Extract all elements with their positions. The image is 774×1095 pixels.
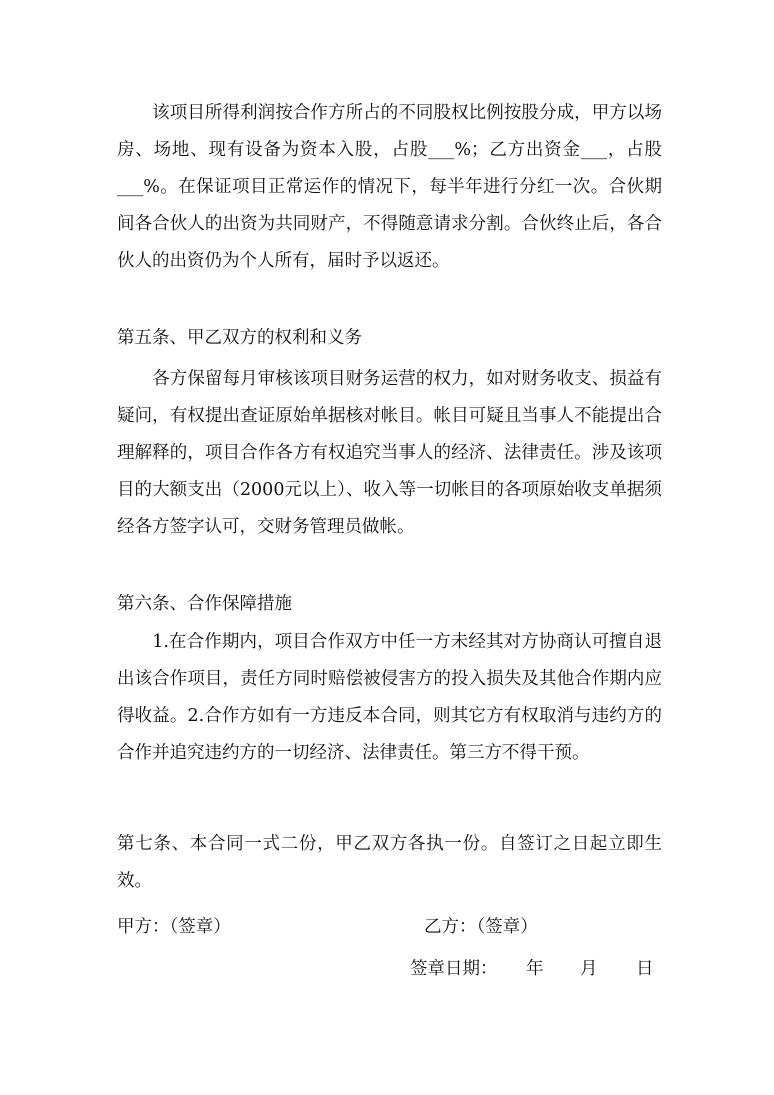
party-a-signature: 甲方：（签章）	[117, 917, 231, 937]
article-5-title: 第五条、甲乙双方的权利和义务	[117, 328, 362, 348]
date-year: 年	[526, 959, 544, 979]
article-6-title: 第六条、合作保障措施	[117, 594, 292, 614]
article-7-paragraph: 第七条、本合同一式二份，甲乙双方各执一份。自签订之日起立即生效。	[117, 834, 662, 891]
article-5-body: 各方保留每月审核该项目财务运营的权力，如对财务收支、损益有疑问，有权提出查证原始单据核对帐目。帐目可疑且当事人不能提出合理解释的，项目合作各方有权追究当事人的经济、法律责任。涉及该项目的大额支出（2000元以上）、收入等一切帐目的各项原始收支单据须经各方签字认可，交财务管理员做帐。	[117, 369, 662, 537]
date-label: 签章日期：	[410, 959, 498, 979]
party-b-signature: 乙方：（签章）	[424, 917, 538, 937]
profit-sharing-paragraph: 该项目所得利润按合作方所占的不同股权比例按股分成，甲方以场房、场地、现有设备为资本入股，占股___%；乙方出资金___，占股___%。在保证项目正常运作的情况下，每半年进行分红一次。合伙期间各合伙人的出资为共同财产，不得随意请求分割。合伙终止后，各合伙人的出资仍为个人所有，届时予以返还。	[117, 103, 662, 271]
date-month: 月	[580, 959, 598, 979]
article-6-body: 1.在合作期内，项目合作双方中任一方未经其对方协商认可擅自退出该合作项目，责任方同时赔偿被侵害方的投入损失及其他合作期内应得收益。2.合作方如有一方违反本合同，则其它方有权取消与违约方的合作并追究违约方的一切经济、法律责任。第三方不得干预。	[117, 632, 662, 763]
date-day: 日	[636, 959, 654, 979]
